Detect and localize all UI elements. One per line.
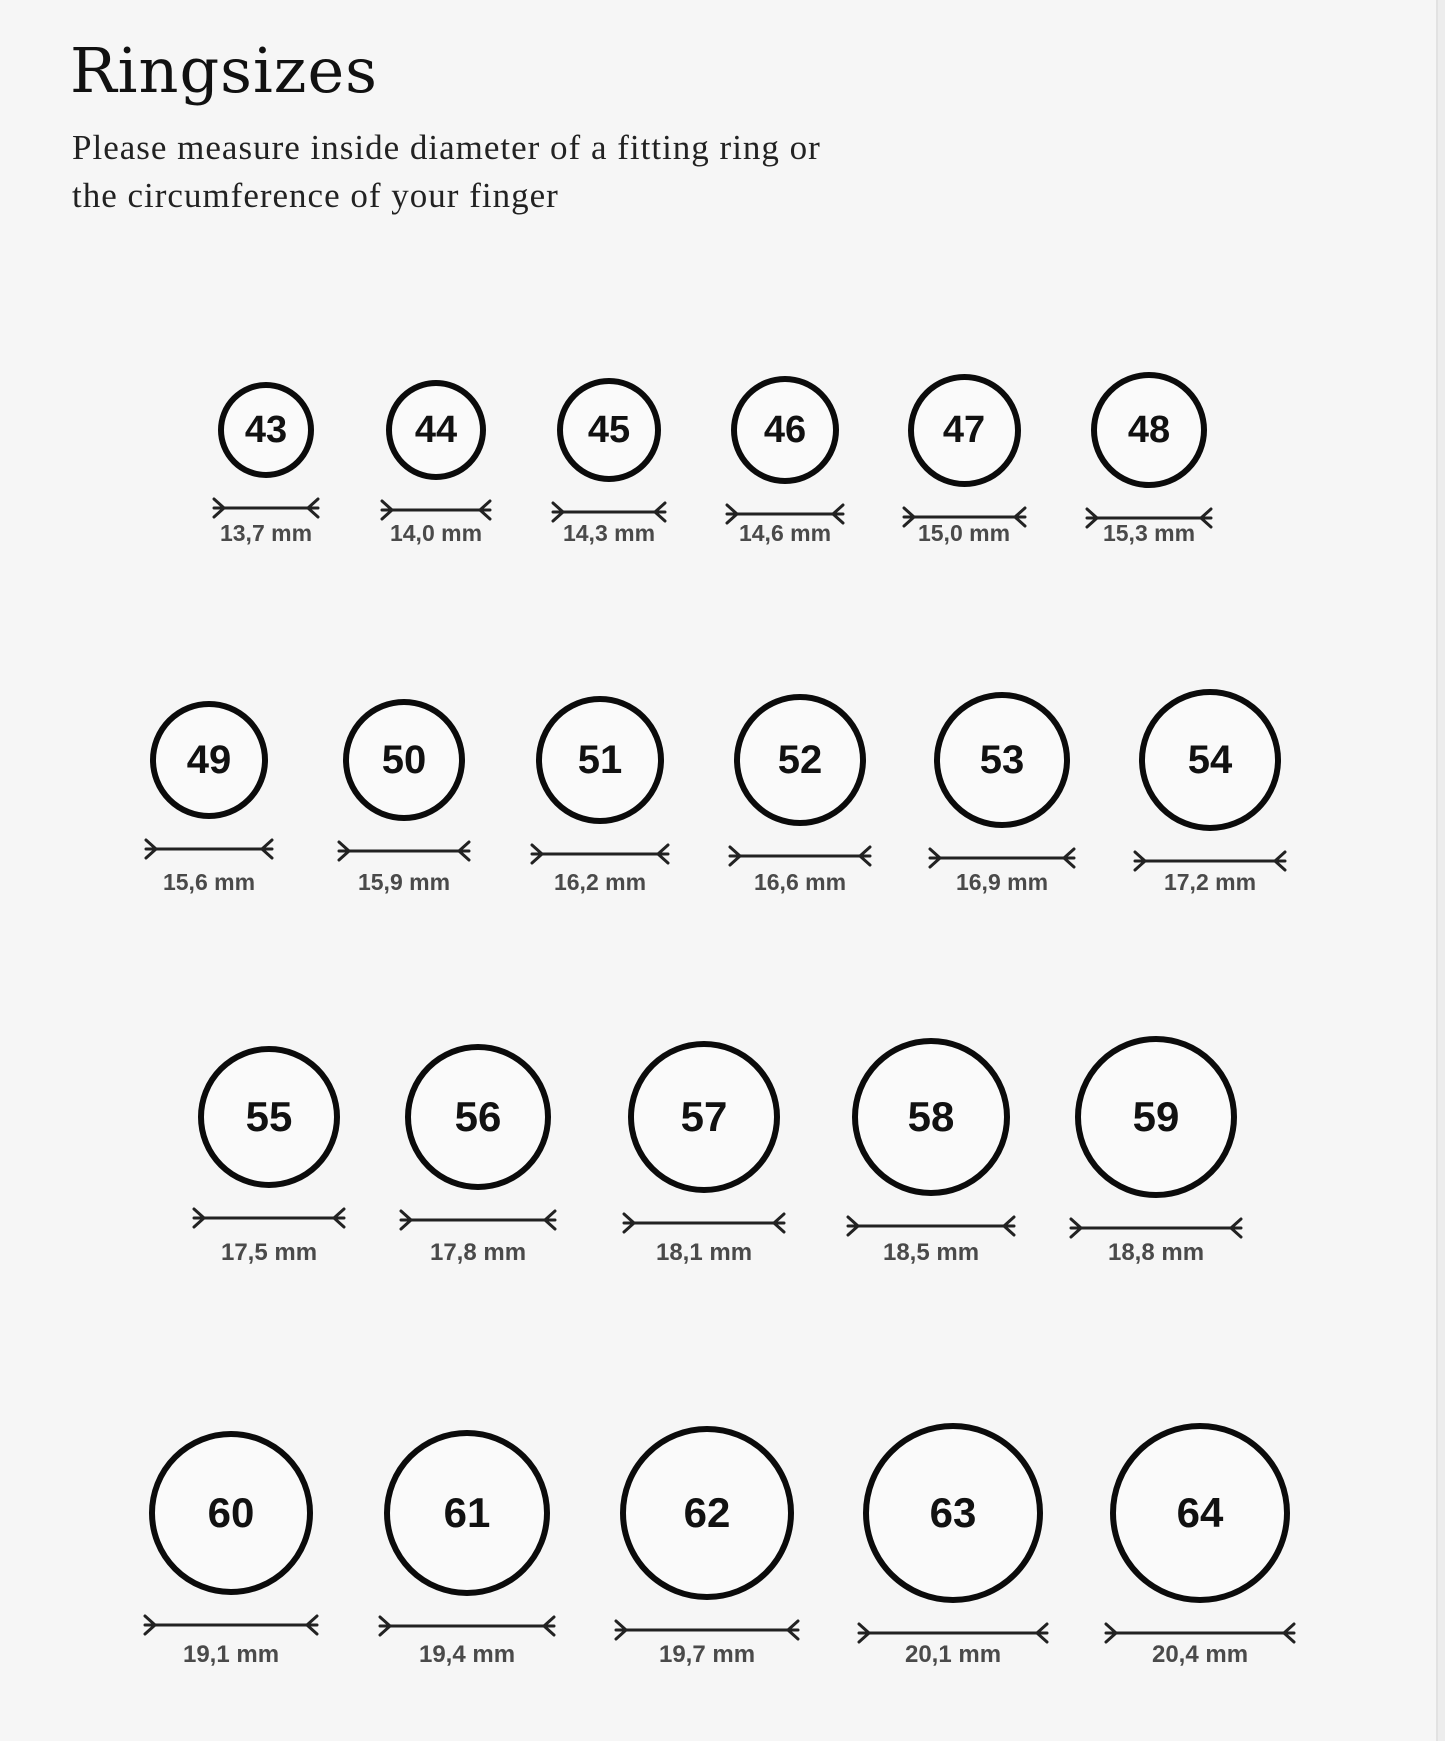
ring-diameter-label: 20,4 mm — [1151, 1641, 1249, 1668]
ring-diameter-label: 18,5 mm — [882, 1239, 980, 1266]
ring-circle — [384, 1430, 550, 1596]
ring-size-number: 55 — [245, 1093, 293, 1140]
ring-circle — [1139, 689, 1281, 831]
ring-circle — [198, 1046, 340, 1188]
ring-size-number: 46 — [763, 408, 807, 451]
ring-diameter-label: 17,8 mm — [429, 1239, 527, 1266]
ring-size-number: 53 — [979, 737, 1025, 782]
diameter-arrow-icon — [838, 1211, 1024, 1241]
ring-diameter-label: 19,7 mm — [658, 1641, 756, 1668]
diameter-arrow-icon — [184, 1203, 354, 1233]
page-subtitle — [72, 124, 972, 220]
ring-diameter-label: 15,9 mm — [357, 869, 451, 895]
ring-diameter-label: 16,6 mm — [753, 869, 847, 895]
ring-diameter-label: 19,1 mm — [182, 1641, 280, 1668]
diameter-arrow-icon — [391, 1205, 565, 1235]
ring-size-number: 60 — [207, 1489, 255, 1536]
ring-circle — [1110, 1423, 1290, 1603]
ring-size-number: 64 — [1176, 1489, 1224, 1536]
ring-circle — [1075, 1036, 1237, 1198]
ring-size-number: 52 — [777, 737, 823, 782]
ring-circle — [620, 1426, 794, 1600]
ring-circle — [934, 692, 1070, 828]
ring-diameter-label: 20,1 mm — [904, 1641, 1002, 1668]
diameter-arrow-icon — [370, 1611, 564, 1641]
ring-size-number: 57 — [680, 1093, 728, 1140]
ring-circle — [731, 376, 839, 484]
ring-size-number: 63 — [929, 1489, 977, 1536]
ring-size-number: 54 — [1187, 737, 1233, 782]
ring-circle — [218, 382, 314, 478]
ring-size-number: 47 — [942, 408, 986, 451]
ring-diameter-label: 18,8 mm — [1107, 1239, 1205, 1266]
ring-size-number: 59 — [1132, 1093, 1180, 1140]
ring-size-number: 56 — [454, 1093, 502, 1140]
ring-diameter-label: 16,2 mm — [553, 869, 647, 895]
ring-circle — [1091, 372, 1207, 488]
ring-size-number: 58 — [907, 1093, 955, 1140]
ring-circle — [343, 699, 465, 821]
diameter-arrow-icon — [204, 493, 328, 523]
diameter-arrow-icon — [136, 834, 282, 864]
ring-diameter-label: 14,0 mm — [389, 520, 483, 546]
ring-diameter-label: 14,3 mm — [562, 520, 656, 546]
ring-size-number: 51 — [577, 737, 623, 782]
ring-circle — [863, 1423, 1043, 1603]
ring-diameter-label: 17,5 mm — [220, 1239, 318, 1266]
ring-size-number: 45 — [587, 408, 631, 451]
ring-circle — [734, 694, 866, 826]
ring-circle — [150, 701, 268, 819]
ring-diameter-label: 14,6 mm — [738, 520, 832, 546]
ring-circle — [557, 378, 661, 482]
page-title: Ringsizes — [70, 34, 378, 107]
ring-circle — [405, 1044, 551, 1190]
ring-circle — [386, 380, 486, 480]
ring-size-number: 62 — [683, 1489, 731, 1536]
ring-diameter-label: 15,6 mm — [162, 869, 256, 895]
ring-diameter-label: 15,0 mm — [917, 520, 1011, 546]
ring-size-number: 48 — [1127, 408, 1171, 451]
ring-diameter-label: 17,2 mm — [1163, 869, 1257, 895]
diameter-arrow-icon — [614, 1208, 794, 1238]
ring-size-number: 50 — [381, 737, 427, 782]
ring-diameter-label: 19,4 mm — [418, 1641, 516, 1668]
ring-circle — [852, 1038, 1010, 1196]
ring-size-number: 61 — [443, 1489, 491, 1536]
ring-circle — [149, 1431, 313, 1595]
diameter-arrow-icon — [329, 836, 479, 866]
diameter-arrow-icon — [522, 839, 678, 869]
ring-circle — [536, 696, 664, 824]
subtitle-line-1: Please measure inside diameter of a fitting ring or — [72, 128, 821, 167]
ring-size-number: 49 — [186, 737, 232, 782]
ring-diameter-label: 16,9 mm — [955, 869, 1049, 895]
subtitle-line-2: the circumference of your finger — [72, 176, 559, 215]
ring-diameter-label: 18,1 mm — [655, 1239, 753, 1266]
diameter-arrow-icon — [720, 841, 880, 871]
ring-circle — [908, 374, 1021, 487]
ring-size-number: 43 — [244, 408, 288, 451]
diameter-arrow-icon — [135, 1610, 327, 1640]
ring-diameter-label: 13,7 mm — [219, 520, 313, 546]
ring-diameter-label: 15,3 mm — [1102, 520, 1196, 546]
ring-size-number: 44 — [414, 408, 458, 451]
ring-circle — [628, 1041, 780, 1193]
